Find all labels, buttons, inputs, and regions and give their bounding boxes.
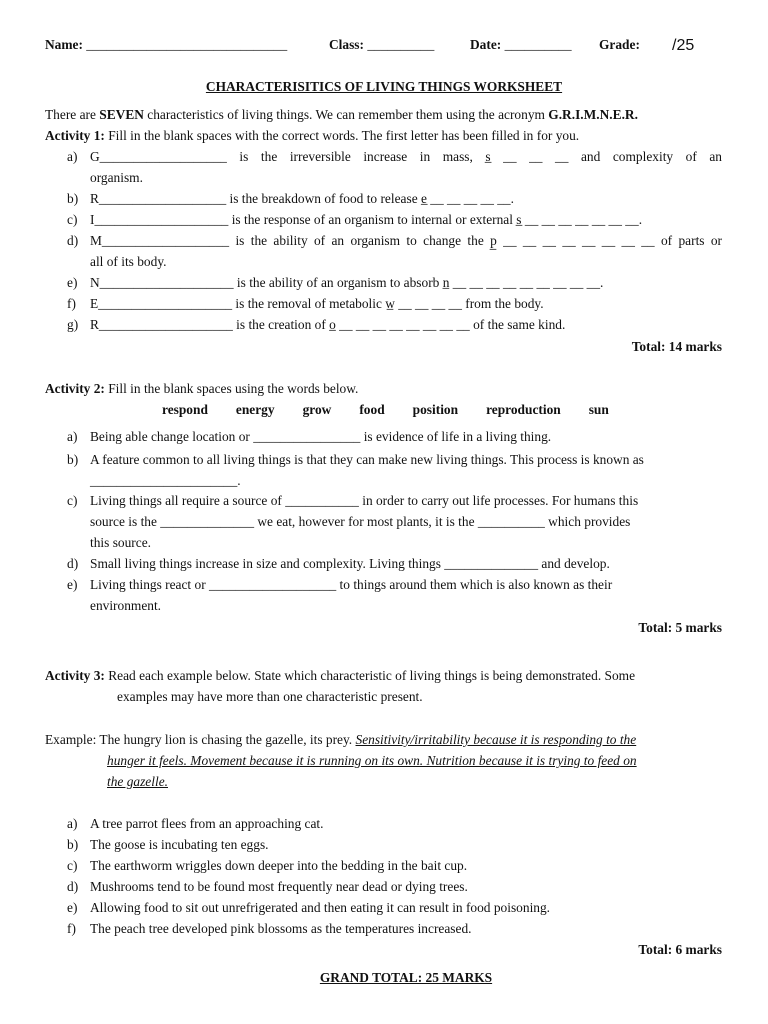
activity3-instruction-line: examples may have more than one characteristic present. — [117, 689, 423, 704]
header-date — [470, 36, 572, 53]
activity1-item-line: N____________________ is the ability of an organism to absorb n̲ __ __ __ __ __ __ __ __ __. — [90, 275, 604, 290]
word-bank-word: grow — [302, 402, 332, 417]
activity1-item-line: all of its body. — [90, 254, 167, 269]
activity2-item-line: Small living things increase in size and complexity. Living things ______________ and develop. — [90, 556, 610, 571]
word-bank-word: energy — [235, 402, 275, 417]
activity2-heading: Activity 2: Fill in the blank spaces using the words below. — [45, 381, 359, 396]
activity1-letter: d) — [67, 233, 79, 248]
activity3-total: Total: 6 marks — [638, 942, 722, 957]
activity2-item-line: Living things all require a source of ___________ in order to carry out life processes. For humans this — [90, 493, 639, 508]
activity2-letter: b) — [67, 452, 79, 467]
example-answer: Sensitivity/irritability because it is responding to the — [355, 732, 637, 747]
activity1-item-line: R___________________ is the breakdown of food to release e̲ __ __ __ __ __. — [90, 191, 514, 206]
activity3-heading: Activity 3: Read each example below. State which characteristic of living things is being demonstrated. Some — [45, 668, 636, 683]
activity1-item-line: R____________________ is the creation of o̲ __ __ __ __ __ __ __ __ of the same kind. — [90, 317, 566, 332]
word-bank-word: reproduction — [486, 402, 561, 417]
activity2-letter: c) — [67, 493, 78, 508]
activity3-letter: d) — [67, 879, 79, 894]
activity3-item: Mushrooms tend to be found most frequently near dead or dying trees. — [90, 879, 468, 894]
activity2-item-line: A feature common to all living things is that they can make new living things. This process is known as — [90, 452, 644, 467]
activity1-letter: c) — [67, 212, 78, 227]
word-bank — [162, 401, 609, 418]
activity2-item-line: ______________________. — [90, 473, 241, 488]
header-grade — [599, 36, 640, 53]
example-line: Example: The hungry lion is chasing the gazelle, its prey. Sensitivity/irritability because it is responding to the — [45, 732, 637, 747]
grade-label: Grade: — [599, 37, 640, 52]
activity1-heading: Activity 1: Fill in the blank spaces with the correct words. The first letter has been filled in for you. — [45, 128, 580, 143]
activity1-item-line: G___________________ is the irreversible increase in mass, s̲ __ __ __ and complexity of an — [90, 149, 722, 164]
intro-text: There are SEVEN characteristics of living things. We can remember them using the acronym G.R.I.M.N.E.R. — [45, 107, 638, 122]
activity1-letter: b) — [67, 191, 79, 206]
class-blank: __________ — [367, 37, 435, 52]
activity2-item-line: source is the ______________ we eat, however for most plants, it is the __________ which provides — [90, 514, 631, 529]
activity3-letter: b) — [67, 837, 79, 852]
class-label: Class: — [329, 37, 364, 52]
activity3-letter: f) — [67, 921, 76, 936]
activity1-letter: e) — [67, 275, 78, 290]
activity3-letter: a) — [67, 816, 78, 831]
activity2-item-line: this source. — [90, 535, 151, 550]
word-bank-word: food — [359, 402, 385, 417]
word-bank-word: respond — [162, 402, 208, 417]
name-blank: ______________________________ — [86, 37, 288, 52]
date-label: Date: — [470, 37, 502, 52]
activity1-letter: f) — [67, 296, 76, 311]
activity2-item-line: environment. — [90, 598, 162, 613]
activity2-item-line: Being able change location or ________________ is evidence of life in a living thing. — [90, 429, 552, 444]
activity3-item: The earthworm wriggles down deeper into the bedding in the bait cup. — [90, 858, 468, 873]
activity3-item: Allowing food to sit out unrefrigerated and then eating it can result in food poisoning. — [90, 900, 551, 915]
activity3-item: The goose is incubating ten eggs. — [90, 837, 269, 852]
example-answer: the gazelle. — [107, 774, 168, 789]
header-name — [45, 36, 287, 53]
date-blank: __________ — [504, 37, 572, 52]
activity3-letter: e) — [67, 900, 78, 915]
activity2-letter: e) — [67, 577, 78, 592]
word-bank-word: sun — [588, 402, 609, 417]
activity2-item-line: Living things react or ___________________ to things around them which is also known as their — [90, 577, 613, 592]
activity1-total: Total: 14 marks — [631, 339, 722, 354]
activity1-letter: a) — [67, 149, 78, 164]
activity1-item-line: E____________________ is the removal of metabolic w̲ __ __ __ __ from the body. — [90, 296, 544, 311]
header-class — [329, 36, 434, 53]
grade-score: /25 — [672, 37, 695, 54]
activity2-total: Total: 5 marks — [638, 620, 722, 635]
word-bank-word: position — [412, 402, 459, 417]
activity3-item: A tree parrot flees from an approaching cat. — [90, 816, 324, 831]
example-answer: hunger it feels. Movement because it is running on its own. Nutrition because it is trying to feed on — [107, 753, 637, 768]
name-label: Name: — [45, 37, 83, 52]
activity3-item: The peach tree developed pink blossoms as the temperatures increased. — [90, 921, 472, 936]
activity1-item-line: I____________________ is the response of an organism to internal or external s̲ __ __ __ __ __ __ __. — [90, 212, 643, 227]
activity1-item-line: M___________________ is the ability of an organism to change the p̲ __ __ __ __ __ __ __ __ of parts or — [90, 233, 722, 248]
activity2-letter: a) — [67, 429, 78, 444]
activity1-item-line: organism. — [90, 170, 143, 185]
activity2-letter: d) — [67, 556, 79, 571]
worksheet-title: CHARACTERISITICS OF LIVING THINGS WORKSHEET — [205, 79, 563, 94]
grand-total: GRAND TOTAL: 25 MARKS — [319, 970, 493, 985]
activity3-letter: c) — [67, 858, 78, 873]
activity1-letter: g) — [67, 317, 79, 332]
